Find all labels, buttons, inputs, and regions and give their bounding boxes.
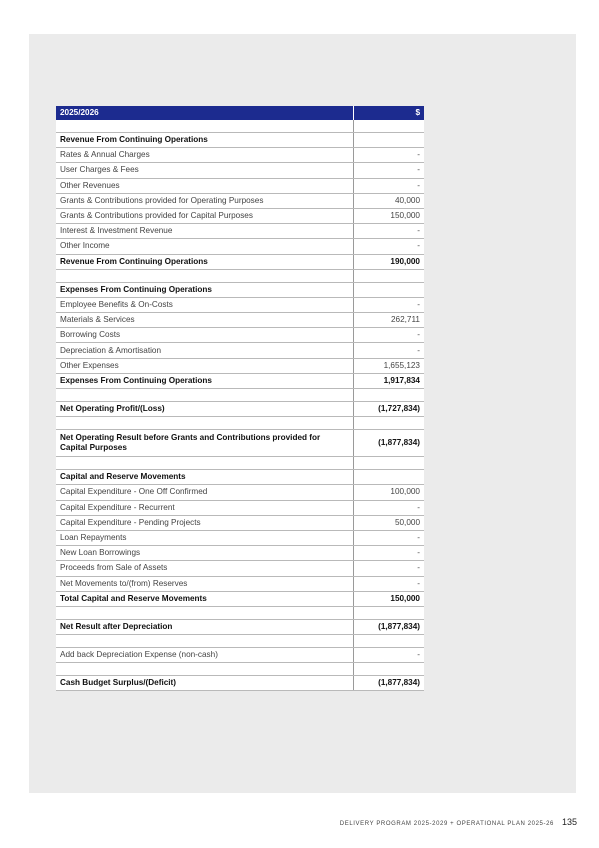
row-label: Total Capital and Reserve Movements xyxy=(56,591,353,606)
row-value: - xyxy=(353,500,424,515)
row-label: Expenses From Continuing Operations xyxy=(56,373,353,388)
row-value xyxy=(353,606,424,619)
row-value: 1,655,123 xyxy=(353,358,424,373)
row-label: Capital and Reserve Movements xyxy=(56,470,353,485)
table-row xyxy=(56,208,424,223)
table-header-row xyxy=(56,106,424,120)
row-label: Grants & Contributions provided for Operating Purposes xyxy=(56,193,353,208)
row-label: Materials & Services xyxy=(56,313,353,328)
table-row xyxy=(56,500,424,515)
table-row xyxy=(56,133,424,148)
table-row xyxy=(56,254,424,269)
row-value: (1,877,834) xyxy=(353,619,424,634)
row-label: Other Income xyxy=(56,239,353,254)
row-value: - xyxy=(353,576,424,591)
spacer-row xyxy=(56,389,424,402)
table-row xyxy=(56,373,424,388)
row-label: Other Revenues xyxy=(56,178,353,193)
table-row xyxy=(56,358,424,373)
row-value: 150,000 xyxy=(353,591,424,606)
table-row xyxy=(56,619,424,634)
row-value: 1,917,834 xyxy=(353,373,424,388)
row-label: Borrowing Costs xyxy=(56,328,353,343)
row-value xyxy=(353,133,424,148)
spacer-row xyxy=(56,635,424,648)
row-label: Add back Depreciation Expense (non-cash) xyxy=(56,648,353,663)
table-row xyxy=(56,430,424,457)
row-value: - xyxy=(353,561,424,576)
row-value: - xyxy=(353,546,424,561)
spacer-row xyxy=(56,417,424,430)
row-value: 190,000 xyxy=(353,254,424,269)
row-label: Revenue From Continuing Operations xyxy=(56,254,353,269)
row-value: - xyxy=(353,163,424,178)
row-label: Grants & Contributions provided for Capital Purposes xyxy=(56,208,353,223)
row-value: 100,000 xyxy=(353,485,424,500)
table-row xyxy=(56,402,424,417)
row-label xyxy=(56,457,353,470)
table-row xyxy=(56,470,424,485)
row-value xyxy=(353,269,424,282)
row-label: Interest & Investment Revenue xyxy=(56,224,353,239)
page-footer xyxy=(340,817,577,827)
row-label: Expenses From Continuing Operations xyxy=(56,282,353,297)
row-value: 40,000 xyxy=(353,193,424,208)
row-label: Capital Expenditure - Pending Projects xyxy=(56,515,353,530)
row-value: (1,877,834) xyxy=(353,676,424,691)
table-row xyxy=(56,297,424,312)
row-label xyxy=(56,663,353,676)
table-row xyxy=(56,561,424,576)
table-row xyxy=(56,530,424,545)
row-value: (1,727,834) xyxy=(353,402,424,417)
row-label: Cash Budget Surplus/(Deficit) xyxy=(56,676,353,691)
row-label xyxy=(56,120,353,133)
row-label xyxy=(56,606,353,619)
row-value: - xyxy=(353,178,424,193)
row-value xyxy=(353,663,424,676)
row-value: - xyxy=(353,224,424,239)
row-value xyxy=(353,282,424,297)
row-label: Revenue From Continuing Operations xyxy=(56,133,353,148)
row-value: 50,000 xyxy=(353,515,424,530)
table-body xyxy=(56,120,424,691)
row-label xyxy=(56,635,353,648)
row-label: Capital Expenditure - Recurrent xyxy=(56,500,353,515)
spacer-row xyxy=(56,663,424,676)
table-row xyxy=(56,343,424,358)
financial-statement-table xyxy=(56,106,424,691)
spacer-row xyxy=(56,269,424,282)
table-row xyxy=(56,239,424,254)
row-value xyxy=(353,470,424,485)
row-value: 150,000 xyxy=(353,208,424,223)
period-header: 2025/2026 xyxy=(56,106,353,120)
table-row xyxy=(56,546,424,561)
row-label: Depreciation & Amortisation xyxy=(56,343,353,358)
row-value xyxy=(353,417,424,430)
row-label: Other Expenses xyxy=(56,358,353,373)
footer-title: DELIVERY PROGRAM 2025-2029 + OPERATIONAL PLAN 2025-26 xyxy=(339,821,554,827)
row-value: - xyxy=(353,343,424,358)
row-value: - xyxy=(353,239,424,254)
table-row xyxy=(56,178,424,193)
row-value xyxy=(353,457,424,470)
table-row xyxy=(56,193,424,208)
table-row xyxy=(56,591,424,606)
spacer-row xyxy=(56,120,424,133)
currency-header: $ xyxy=(353,106,424,120)
table-row xyxy=(56,224,424,239)
table-row xyxy=(56,163,424,178)
row-value: - xyxy=(353,148,424,163)
table-row xyxy=(56,485,424,500)
row-value: - xyxy=(353,297,424,312)
page-number: 135 xyxy=(561,817,577,827)
row-label: Net Operating Result before Grants and Contributions provided for Capital Purposes xyxy=(56,430,353,457)
row-label: Proceeds from Sale of Assets xyxy=(56,561,353,576)
table-row xyxy=(56,515,424,530)
row-label: Loan Repayments xyxy=(56,530,353,545)
row-label xyxy=(56,417,353,430)
table-row xyxy=(56,648,424,663)
row-value xyxy=(353,635,424,648)
row-value xyxy=(353,120,424,133)
table-row xyxy=(56,576,424,591)
spacer-row xyxy=(56,457,424,470)
row-label: Capital Expenditure - One Off Confirmed xyxy=(56,485,353,500)
row-label: Net Result after Depreciation xyxy=(56,619,353,634)
row-value: (1,877,834) xyxy=(353,430,424,457)
row-value: - xyxy=(353,328,424,343)
row-label: Net Movements to/(from) Reserves xyxy=(56,576,353,591)
row-value: 262,711 xyxy=(353,313,424,328)
row-label xyxy=(56,269,353,282)
row-value xyxy=(353,389,424,402)
row-label: Employee Benefits & On-Costs xyxy=(56,297,353,312)
row-label xyxy=(56,389,353,402)
row-label: New Loan Borrowings xyxy=(56,546,353,561)
row-value: - xyxy=(353,530,424,545)
table-row xyxy=(56,282,424,297)
table-row xyxy=(56,676,424,691)
table-row xyxy=(56,328,424,343)
table-row xyxy=(56,148,424,163)
row-label: User Charges & Fees xyxy=(56,163,353,178)
row-label: Rates & Annual Charges xyxy=(56,148,353,163)
table-row xyxy=(56,313,424,328)
row-value: - xyxy=(353,648,424,663)
spacer-row xyxy=(56,606,424,619)
row-label: Net Operating Profit/(Loss) xyxy=(56,402,353,417)
